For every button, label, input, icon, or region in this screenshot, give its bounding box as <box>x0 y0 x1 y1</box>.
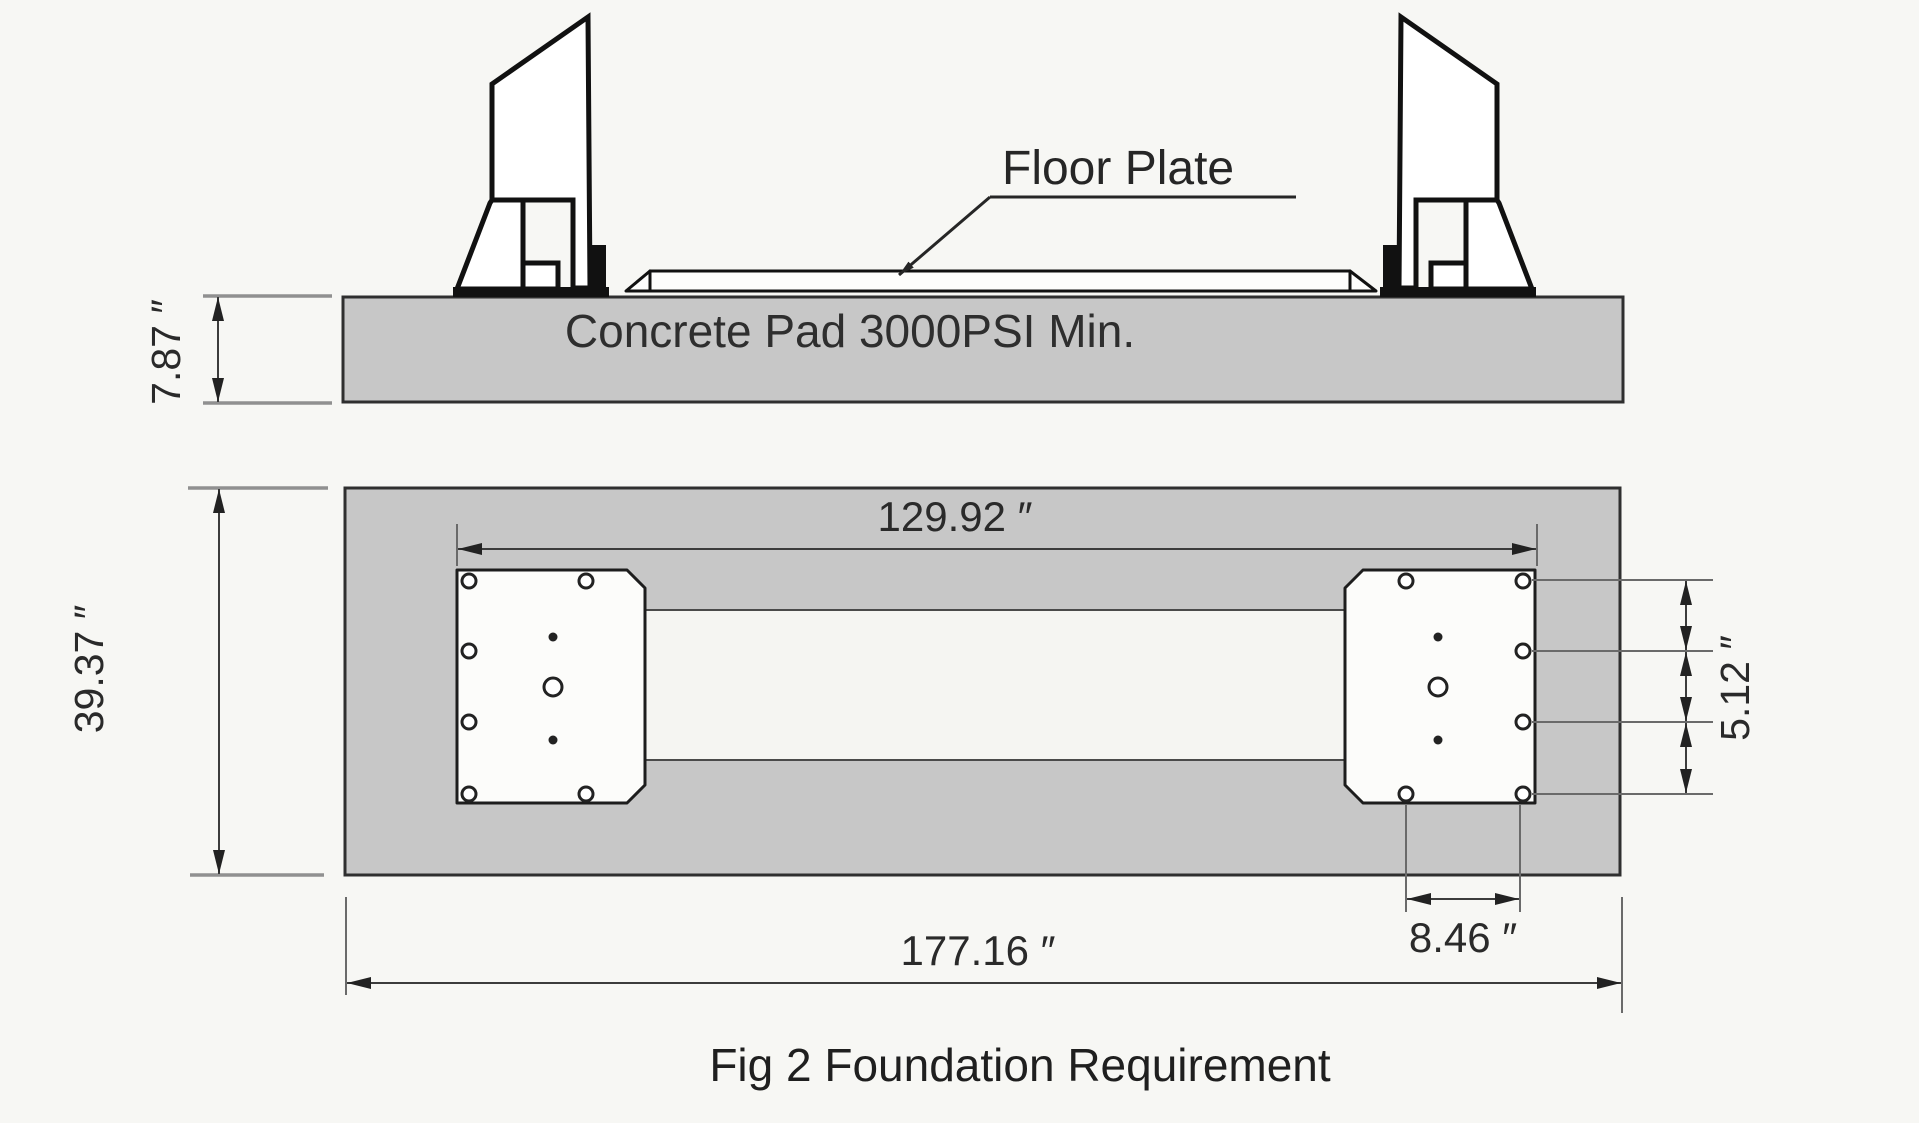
dim-pad-thickness-value: 7.87 ″ <box>143 299 189 405</box>
anchor-hole <box>1516 787 1530 801</box>
right-baseplate <box>1345 570 1535 803</box>
pilot-dot <box>549 633 558 642</box>
pilot-dot <box>1434 736 1443 745</box>
anchor-hole <box>1516 574 1530 588</box>
side-view <box>143 17 1623 405</box>
floor-plate <box>650 271 1350 291</box>
floor-plate-label: Floor Plate <box>1002 142 1235 195</box>
floor-plate-leader-line <box>899 197 990 275</box>
right-post-rail-block <box>1383 245 1400 291</box>
anchor-hole <box>1399 787 1413 801</box>
plan-view <box>66 488 1758 1013</box>
concrete-pad-label: Concrete Pad 3000PSI Min. <box>564 305 1136 357</box>
anchor-hole <box>579 787 593 801</box>
left-baseplate <box>457 570 645 803</box>
dim-anchor-spacing-horizontal-value: 8.46 ″ <box>1408 914 1518 961</box>
right-post-foot <box>1431 200 1532 289</box>
anchor-hole <box>462 787 476 801</box>
center-hole <box>544 678 562 696</box>
runway-band <box>645 610 1345 760</box>
dim-pad-length-value: 177.16 ″ <box>900 927 1056 974</box>
anchor-hole <box>462 715 476 729</box>
pilot-dot <box>549 736 558 745</box>
anchor-hole <box>462 574 476 588</box>
right-lift-post <box>1380 17 1536 297</box>
anchor-hole <box>462 644 476 658</box>
right-post-base-plate <box>1380 287 1536 297</box>
anchor-hole <box>1516 644 1530 658</box>
left-lift-post <box>453 17 609 297</box>
dim-baseplate-span-value: 129.92 ″ <box>877 493 1033 540</box>
dim-pad-width <box>66 488 328 875</box>
left-post-rail-block <box>589 245 606 291</box>
anchor-hole <box>1516 715 1530 729</box>
dim-anchor-spacing-vertical-value: 5.12 ″ <box>1712 635 1758 741</box>
pilot-dot <box>1434 633 1443 642</box>
floor-plate-left-ramp <box>626 271 650 291</box>
figure-caption: Fig 2 Foundation Requirement <box>709 1039 1331 1091</box>
dim-pad-thickness <box>143 296 332 405</box>
dim-pad-width-value: 39.37 ″ <box>66 604 112 734</box>
left-post-foot <box>457 200 558 289</box>
left-post-base-plate <box>453 287 609 297</box>
floor-plate-callout <box>899 142 1296 275</box>
anchor-hole <box>1399 574 1413 588</box>
center-hole <box>1429 678 1447 696</box>
anchor-hole <box>579 574 593 588</box>
floor-plate-right-ramp <box>1350 271 1376 291</box>
